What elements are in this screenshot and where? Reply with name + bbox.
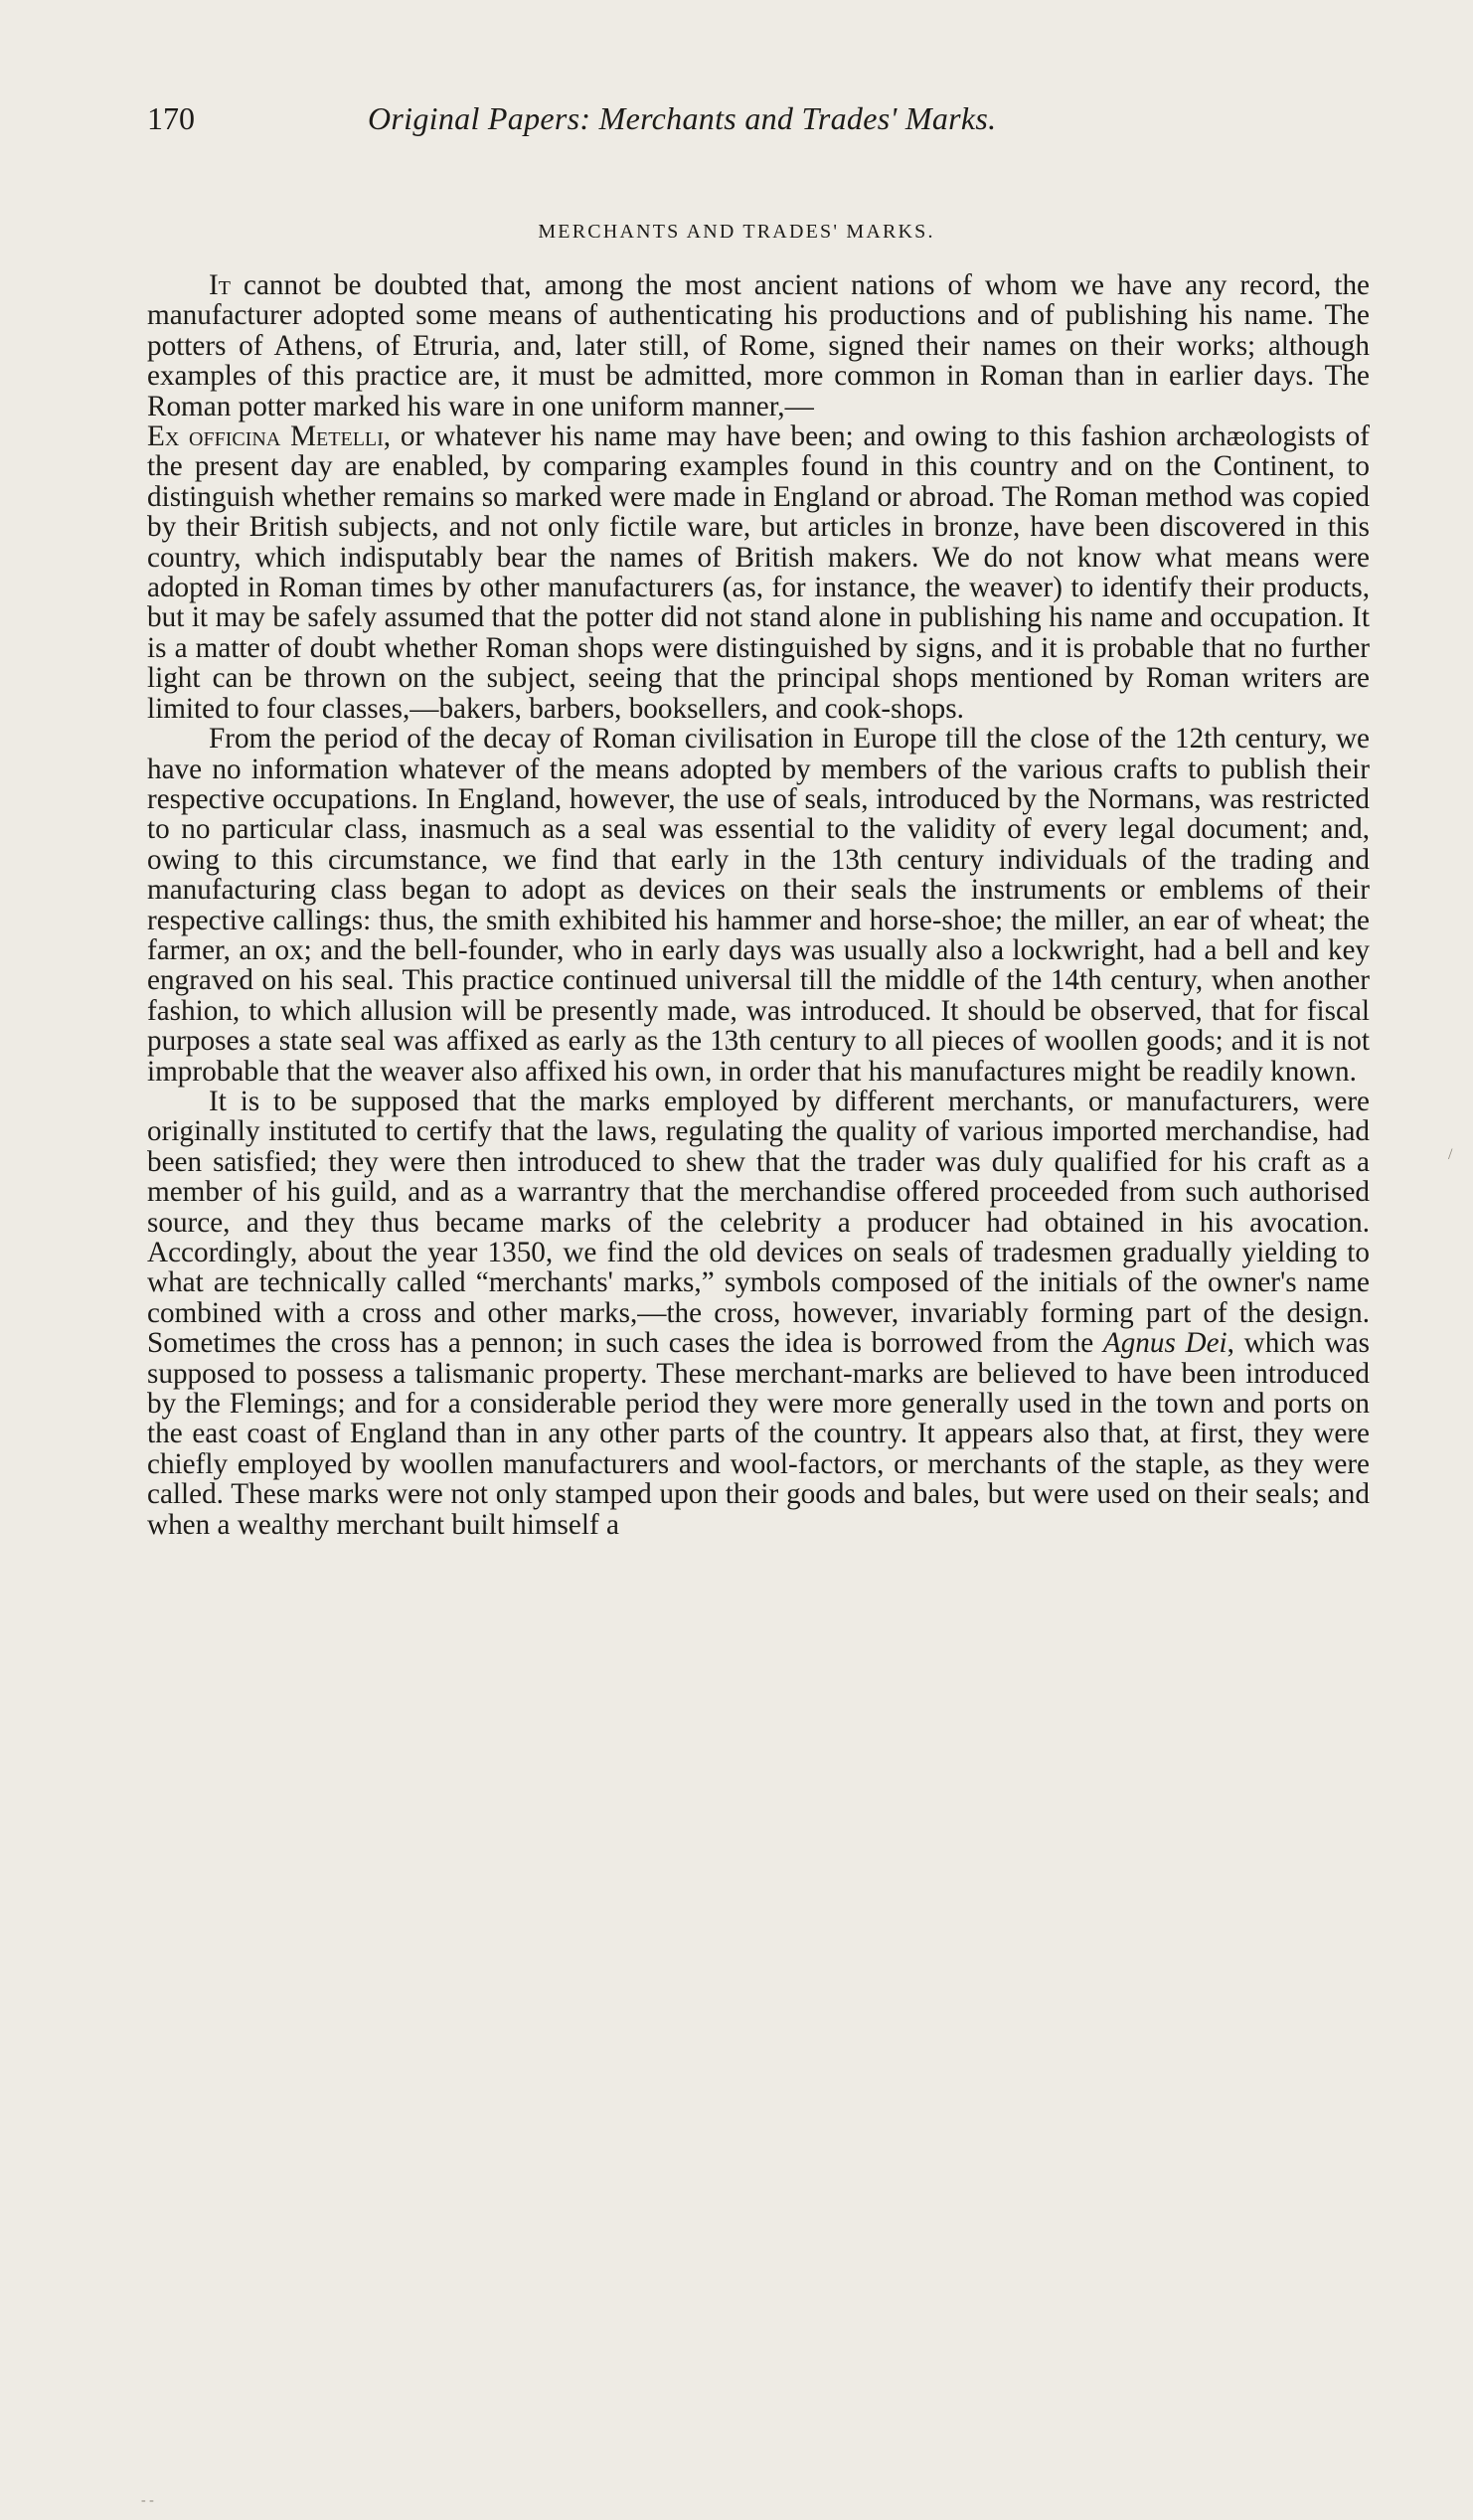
paragraph-3-text-part-1: It is to be supposed that the marks employed by different merchants, or manufacturers, were originally instituted to certify that the laws, regulating the quality of various imported merchandise, had been satisfied; they were then introduced to shew that the trader was duly qualified for his craft as a member of his guild, and as a warrantry that the merchandise offered proceeded from such authorised source, and they thus became marks of the celebrity a producer had obtained in his avocation. Accordingly, about the year 1350, we find the old devices on seals of tradesmen gradually yielding to what are technically called “merchants' marks,” symbols composed of the initials of the owner's name combined with a cross and other marks,—the cross, however, invariably forming part of the design. Sometimes the cross has a pennon; in such cases the idea is borrowed from the <box>147 1085 1370 1360</box>
page-number: 170 <box>147 100 195 136</box>
agnus-dei-emphasis: Agnus Dei <box>1102 1327 1228 1360</box>
paragraph-1-text-part-2: , or whatever his name may have been; and owing to this fashion archæologists of the present day are enabled, by comparing examples found in this country and on the Continent, to distinguish whether remains so marked were made in England or abroad. The Roman method was copied by their British subjects, and not only fictile ware, but articles in bronze, have been discovered in this country, which indisputably bear the names of British makers. We do not know what means were adopted in Roman times by other manufacturers (as, for instance, the weaver) to identify their products, but it may be safely assumed that the potter did not stand alone in publishing his name and occupation. It is a matter of doubt whether Roman shops were distinguished by signs, and it is probable that no further light can be thrown on the subject, seeing that the principal shops mentioned by Roman writers are limited to four classes,—bakers, barbers, booksellers, and cook-shops. <box>147 420 1370 725</box>
paragraph-1 <box>147 270 1370 724</box>
running-head <box>147 95 1370 141</box>
roman-inscription: Ex officina Metelli <box>147 420 384 453</box>
bottom-smudge-mark: - - <box>141 2493 154 2508</box>
paragraph-1-lead-word: It <box>209 269 231 301</box>
paragraph-3-text-part-2: , which was supposed to possess a talismanic property. These merchant-marks are believed to have been introduced by the Flemings; and for a considerable period they were more generally used in the town and ports on the east coast of England than in any other parts of the country. It appears also that, at first, they were chiefly employed by woollen manufacturers and wool-factors, or merchants of the staple, as they were called. These marks were not only stamped upon their goods and bales, but were used on their seals; and when a wealthy merchant built himself a <box>147 1327 1370 1541</box>
paragraph-3 <box>147 1087 1370 1540</box>
article-title: MERCHANTS AND TRADES' MARKS. <box>538 221 935 243</box>
article-body <box>147 270 1370 1540</box>
paragraph-2: From the period of the decay of Roman civilisation in Europe till the close of the 12th century, we have no information whatever of the means adopted by members of the various crafts to publish their respective occupations. In England, however, the use of seals, introduced by the Normans, was restricted to no particular class, inasmuch as a seal was essential to the validity of every legal document; and, owing to this circumstance, we find that early in the 13th century individuals of the trading and manufacturing class began to adopt as devices on their seals the instruments or emblems of their respective callings: thus, the smith exhibited his hammer and horse-shoe; the miller, an ear of wheat; the farmer, an ox; and the bell-founder, who in early days was usually also a lockwright, had a bell and key engraved on his seal. This practice continued universal till the middle of the 14th century, when another fashion, to which allusion will be presently made, was introduced. It should be observed, that for fiscal purposes a state seal was affixed as early as the 13th century to all pieces of woollen goods; and it is not improbable that the weaver also affixed his own, in order that his manufactures might be readily known. <box>147 723 1370 1088</box>
paragraph-1-text-part-1: cannot be doubted that, among the most ancient nations of whom we have any record, the manufacturer adopted some means of authenticating his productions and of publishing his name. The potters of Athens, of Etruria, and, later still, of Rome, signed their names on their works; although examples of this practice are, it must be admitted, more common in Roman than in earlier days. The Roman potter marked his ware in one uniform manner,— <box>147 269 1370 422</box>
margin-pencil-mark: / <box>1448 1146 1453 1163</box>
running-head-title: Original Papers: Merchants and Trades' Marks. <box>368 100 997 136</box>
